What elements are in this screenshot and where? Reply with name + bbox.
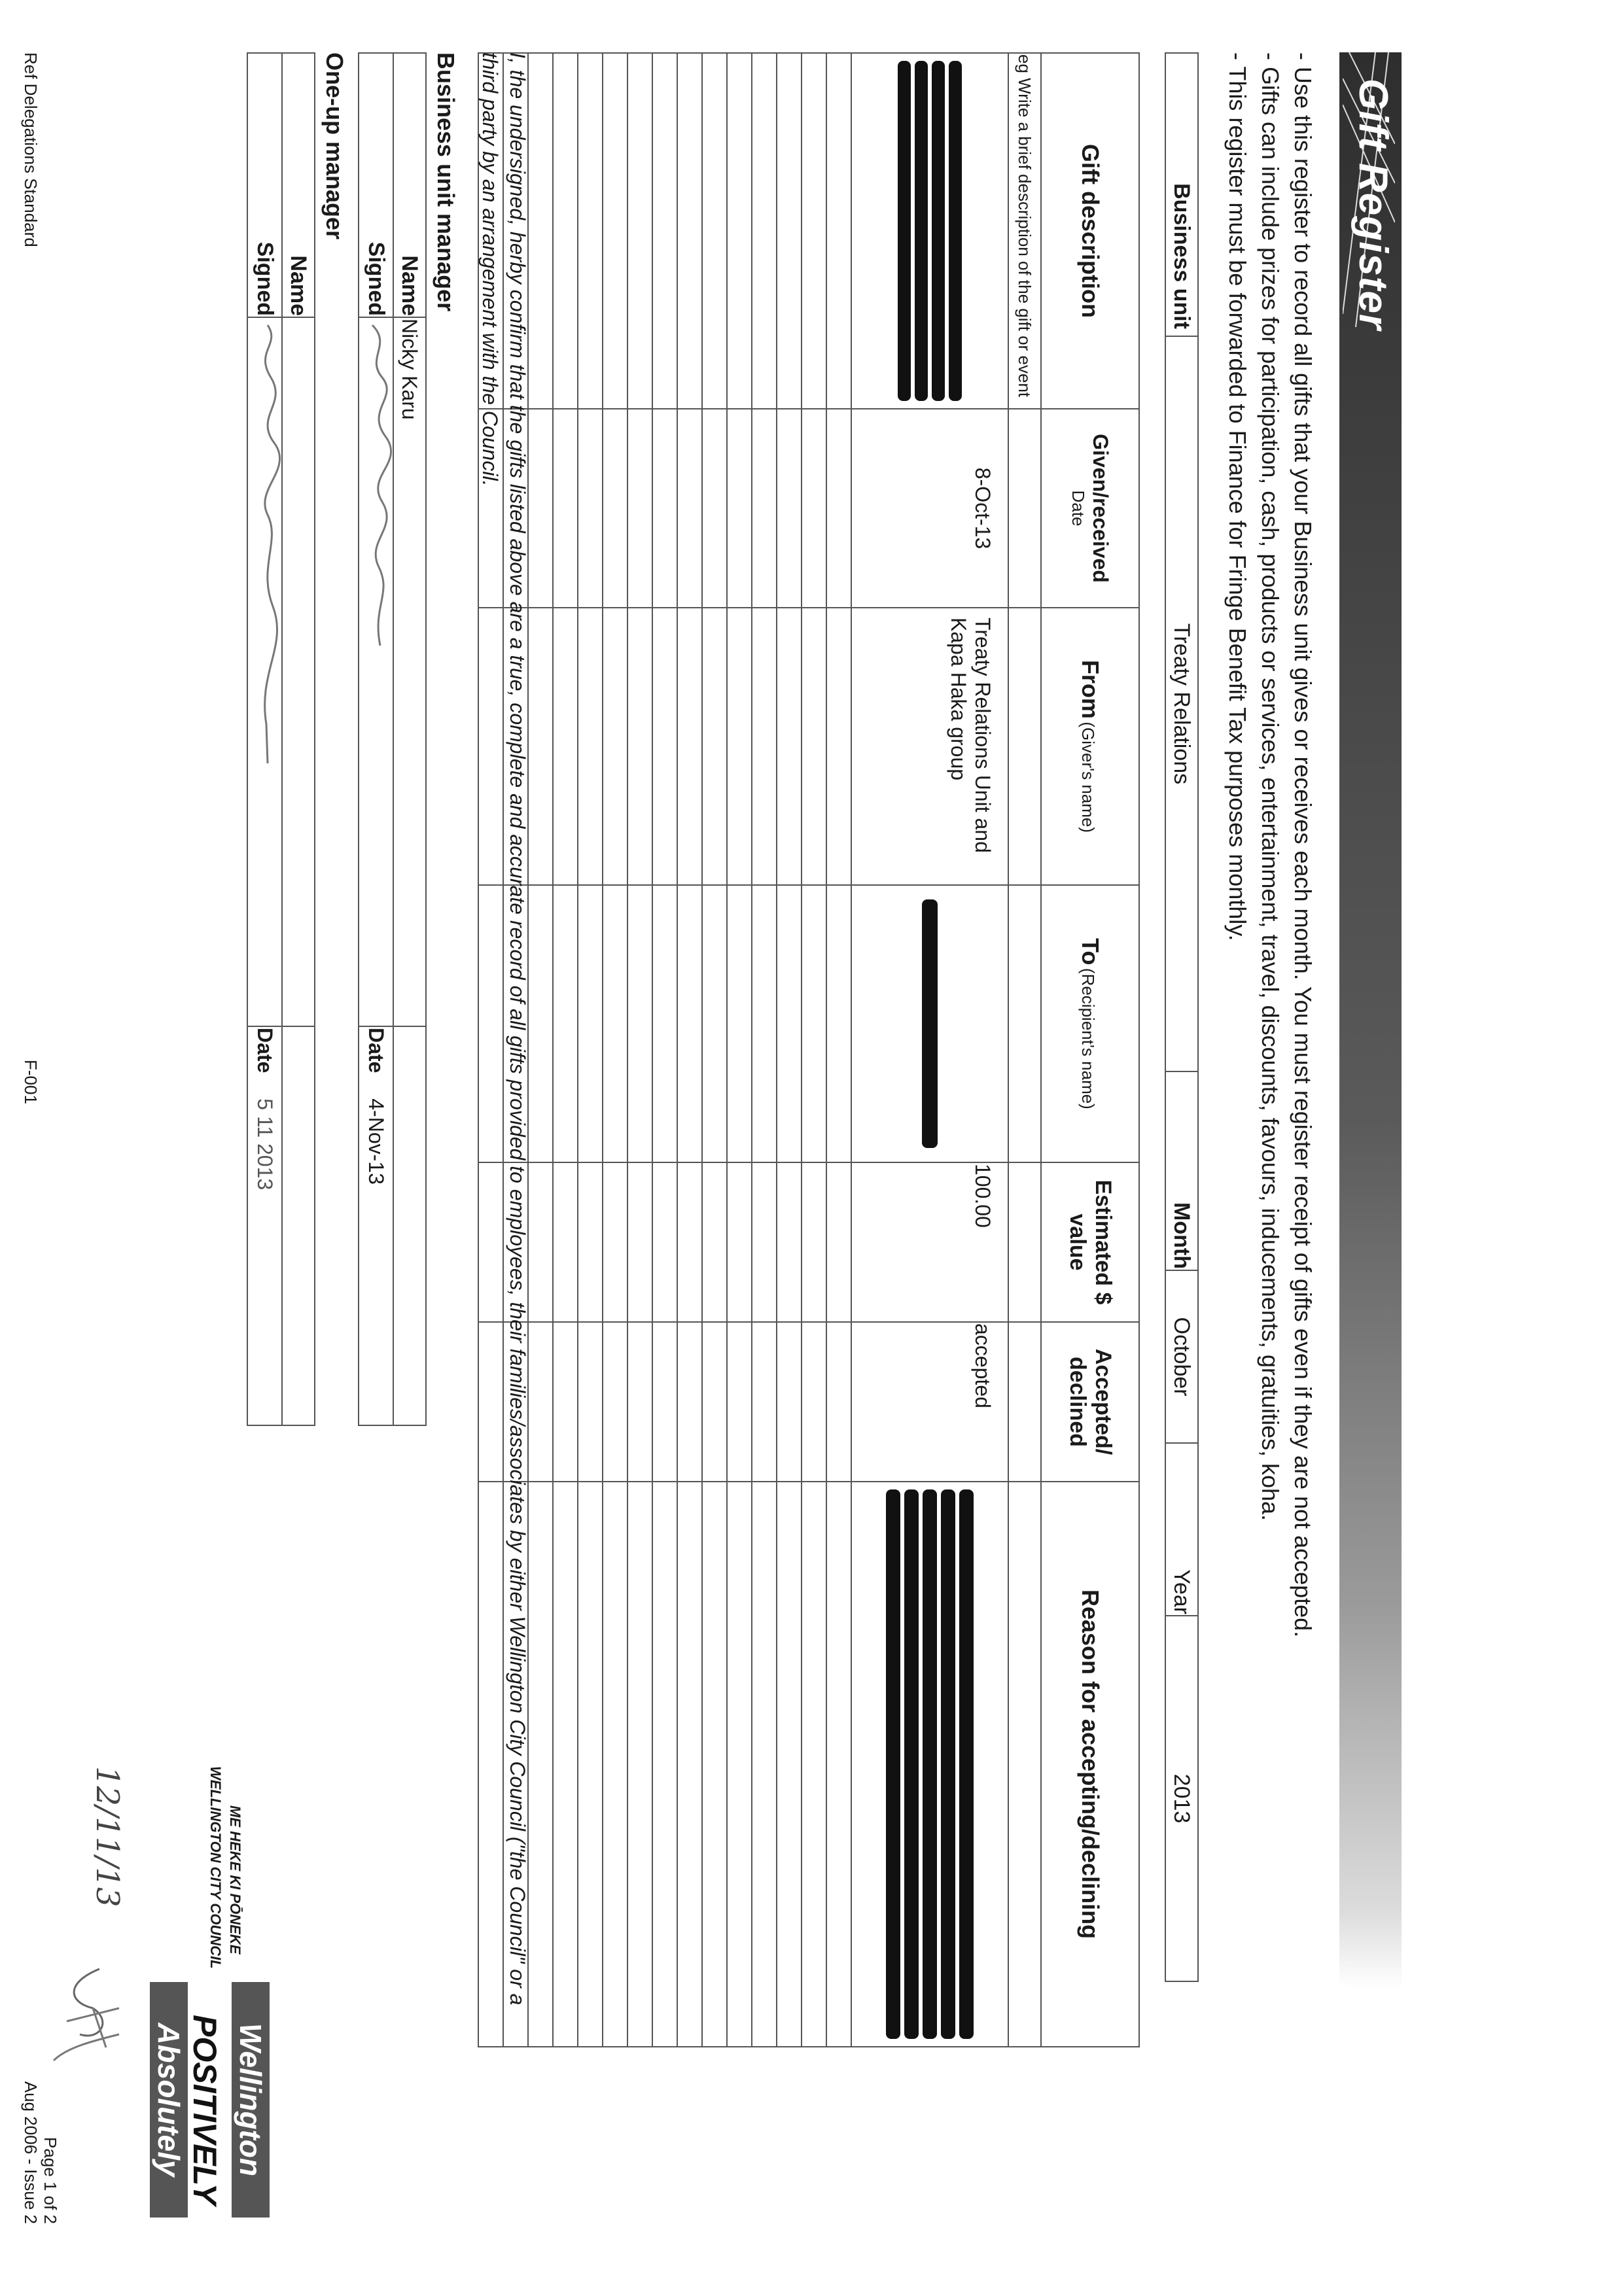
row-from: Treaty Relations Unit and Kapa Haka group bbox=[851, 608, 1008, 885]
empty-cell bbox=[727, 53, 752, 409]
empty-cell bbox=[752, 53, 777, 409]
empty-cell bbox=[702, 53, 727, 409]
instruction-2: - Gifts can include prizes for participation, cash, products or services, entertainment, travel, discounts, favours, inducements, gratuities, koha. bbox=[1257, 52, 1284, 1522]
handwritten-date: 12/11/13 bbox=[89, 1766, 126, 1907]
oum-signature bbox=[247, 317, 282, 1026]
empty-cell bbox=[553, 53, 578, 409]
empty-cell bbox=[578, 1322, 603, 1482]
empty-cell bbox=[677, 53, 702, 409]
logo-absolutely: Absolutely bbox=[150, 1982, 188, 2218]
empty-cell bbox=[603, 608, 627, 885]
footer-page: Page 1 of 2 bbox=[41, 2137, 60, 2224]
gift-table bbox=[478, 52, 1140, 2047]
empty-cell bbox=[603, 1482, 627, 2047]
empty-table-row bbox=[727, 53, 752, 2047]
row-date: 8-Oct-13 bbox=[851, 409, 1008, 608]
empty-cell bbox=[802, 608, 826, 885]
empty-table-row bbox=[603, 53, 627, 2047]
empty-cell bbox=[802, 1482, 826, 2047]
header-from-sub: (Giver's name) bbox=[1078, 722, 1098, 833]
empty-cell bbox=[578, 1482, 603, 2047]
empty-cell bbox=[727, 608, 752, 885]
empty-cell bbox=[677, 1162, 702, 1322]
empty-cell bbox=[528, 409, 553, 608]
empty-cell bbox=[627, 53, 652, 409]
empty-table-row bbox=[777, 53, 802, 2047]
empty-cell bbox=[826, 1322, 851, 1482]
empty-cell bbox=[677, 1322, 702, 1482]
signature-scribble bbox=[252, 319, 281, 776]
empty-cell bbox=[652, 885, 677, 1162]
header-given-received-label: Given/received bbox=[1089, 434, 1112, 583]
bum-signature bbox=[359, 317, 393, 1026]
logo-subtitle-2: WELLINGTON CITY COUNCIL bbox=[207, 1766, 224, 1969]
empty-cell bbox=[627, 1162, 652, 1322]
empty-cell bbox=[826, 608, 851, 885]
oum-signed-label: Signed bbox=[247, 53, 282, 317]
empty-table-row bbox=[578, 53, 603, 2047]
empty-cell bbox=[553, 608, 578, 885]
empty-cell bbox=[727, 1322, 752, 1482]
row-accepted: accepted bbox=[851, 1322, 1008, 1482]
empty-table-row bbox=[652, 53, 677, 2047]
empty-cell bbox=[777, 1162, 802, 1322]
empty-cell bbox=[752, 409, 777, 608]
empty-cell bbox=[826, 409, 851, 608]
empty-rows bbox=[478, 53, 851, 2047]
empty-cell bbox=[802, 1322, 826, 1482]
empty-cell bbox=[627, 885, 652, 1162]
oum-date-value: 5 11 2013 bbox=[253, 1098, 277, 1191]
empty-table-row bbox=[826, 53, 851, 2047]
meta-table bbox=[1165, 52, 1199, 1982]
oum-date-cell bbox=[247, 1026, 282, 1425]
declaration: I, the undersigned, herby confirm that the gifts listed above are a true, complete and accurate record of all gifts provided to employees, their families/associates by either Wellington City Council ("the Council" or a third party by an arrangement with the Council. bbox=[478, 52, 529, 2006]
empty-cell bbox=[777, 1482, 802, 2047]
empty-cell bbox=[752, 1322, 777, 1482]
page-title: Gift Register bbox=[1350, 78, 1396, 331]
empty-cell bbox=[702, 885, 727, 1162]
gift-table-header bbox=[1041, 53, 1139, 2047]
empty-cell bbox=[528, 1162, 553, 1322]
header-given-received bbox=[1041, 409, 1139, 608]
empty-cell bbox=[777, 409, 802, 608]
empty-cell bbox=[603, 885, 627, 1162]
empty-cell bbox=[603, 1322, 627, 1482]
bum-date-label: Date bbox=[364, 1028, 388, 1073]
empty-cell bbox=[677, 885, 702, 1162]
bum-signed-label: Signed bbox=[359, 53, 393, 317]
empty-cell bbox=[826, 885, 851, 1162]
empty-cell bbox=[652, 1322, 677, 1482]
empty-cell bbox=[553, 885, 578, 1162]
empty-cell bbox=[603, 53, 627, 409]
empty-cell bbox=[777, 608, 802, 885]
example-row bbox=[1008, 53, 1041, 2047]
empty-cell bbox=[553, 1482, 578, 2047]
empty-cell bbox=[528, 608, 553, 885]
header-estimated-value: Estimated $ value bbox=[1041, 1162, 1139, 1322]
empty-cell bbox=[702, 1322, 727, 1482]
empty-cell bbox=[652, 608, 677, 885]
year-label: Year bbox=[1165, 1443, 1198, 1616]
instruction-3: - This register must be forwarded to Finance for Fringe Benefit Tax purposes monthly. bbox=[1224, 52, 1251, 941]
business-unit-manager-table bbox=[358, 52, 427, 1426]
empty-cell bbox=[727, 409, 752, 608]
oum-date-label: Date bbox=[253, 1028, 277, 1073]
empty-table-row bbox=[627, 53, 652, 2047]
empty-cell bbox=[528, 1482, 553, 2047]
empty-cell bbox=[677, 1482, 702, 2047]
empty-table-row bbox=[702, 53, 727, 2047]
empty-cell bbox=[652, 1162, 677, 1322]
empty-cell bbox=[826, 53, 851, 409]
footer-issue: Aug 2006 - Issue 2 bbox=[21, 2081, 41, 2224]
empty-cell bbox=[752, 885, 777, 1162]
month-value: October bbox=[1165, 1270, 1198, 1443]
month-label: Month bbox=[1165, 1071, 1198, 1270]
header-date-label: Date bbox=[1068, 490, 1088, 527]
empty-cell bbox=[553, 1162, 578, 1322]
empty-cell bbox=[603, 409, 627, 608]
empty-cell bbox=[652, 1482, 677, 2047]
instruction-1: - Use this register to record all gifts that your Business unit gives or receives each month. You must register receipt of gifts even if they are not accepted. bbox=[1290, 52, 1316, 1638]
empty-cell bbox=[702, 1482, 727, 2047]
empty-cell bbox=[627, 608, 652, 885]
empty-cell bbox=[677, 608, 702, 885]
header-to bbox=[1041, 885, 1139, 1162]
year-value: 2013 bbox=[1165, 1616, 1198, 1981]
redacted-reason bbox=[851, 1482, 1008, 2047]
empty-cell bbox=[677, 409, 702, 608]
header-to-label: To bbox=[1077, 938, 1104, 965]
empty-cell bbox=[727, 1162, 752, 1322]
oum-name-label: Name bbox=[282, 53, 315, 317]
empty-cell bbox=[802, 885, 826, 1162]
empty-table-row bbox=[677, 53, 702, 2047]
empty-cell bbox=[578, 409, 603, 608]
empty-table-row bbox=[528, 53, 553, 2047]
business-unit-value: Treaty Relations bbox=[1165, 336, 1198, 1071]
empty-cell bbox=[627, 409, 652, 608]
footer-center: F-001 bbox=[21, 1060, 41, 1104]
header-reason: Reason for accepting/declining bbox=[1041, 1482, 1139, 2047]
empty-cell bbox=[727, 1482, 752, 2047]
header-from bbox=[1041, 608, 1139, 885]
empty-cell bbox=[553, 409, 578, 608]
one-up-manager-label: One-up manager bbox=[321, 52, 348, 240]
logo-positively: POSITIVELY bbox=[186, 2015, 223, 2205]
empty-cell bbox=[528, 885, 553, 1162]
empty-cell bbox=[777, 885, 802, 1162]
empty-cell bbox=[528, 53, 553, 409]
empty-cell bbox=[802, 53, 826, 409]
logo-subtitle-1: ME HEKE KI PŌNEKE bbox=[227, 1805, 243, 1955]
empty-cell bbox=[578, 53, 603, 409]
empty-cell bbox=[702, 409, 727, 608]
header-to-sub: (Recipient's name) bbox=[1078, 967, 1098, 1109]
empty-cell bbox=[652, 409, 677, 608]
bum-date-value: 4-Nov-13 bbox=[364, 1098, 388, 1185]
one-up-manager-table bbox=[247, 52, 315, 1426]
business-unit-label: Business unit bbox=[1165, 53, 1198, 336]
footer-left: Ref Delegations Standard bbox=[21, 52, 41, 247]
redacted-recipient bbox=[851, 885, 1008, 1162]
empty-cell bbox=[752, 608, 777, 885]
logo-wellington: Wellington bbox=[232, 1982, 270, 2218]
empty-cell bbox=[528, 1322, 553, 1482]
empty-table-row bbox=[553, 53, 578, 2047]
bum-name-label: Name bbox=[393, 53, 426, 317]
empty-cell bbox=[652, 53, 677, 409]
empty-cell bbox=[802, 409, 826, 608]
empty-cell bbox=[752, 1482, 777, 2047]
empty-cell bbox=[752, 1162, 777, 1322]
empty-cell bbox=[578, 1162, 603, 1322]
empty-cell bbox=[727, 885, 752, 1162]
bum-name-value: Nicky Karu bbox=[393, 317, 426, 1026]
empty-table-row bbox=[802, 53, 826, 2047]
redacted-description bbox=[851, 53, 1008, 409]
header-from-label: From bbox=[1077, 659, 1104, 719]
empty-cell bbox=[553, 1322, 578, 1482]
example-text: eg Write a brief description of the gift or event bbox=[1008, 53, 1041, 409]
empty-cell bbox=[578, 885, 603, 1162]
empty-cell bbox=[826, 1482, 851, 2047]
header-accepted-declined: Accepted/ declined bbox=[1041, 1322, 1139, 1482]
empty-cell bbox=[826, 1162, 851, 1322]
empty-cell bbox=[603, 1162, 627, 1322]
empty-cell bbox=[627, 1322, 652, 1482]
bum-date-cell bbox=[359, 1026, 393, 1425]
empty-cell bbox=[627, 1482, 652, 2047]
empty-cell bbox=[802, 1162, 826, 1322]
empty-cell bbox=[702, 1162, 727, 1322]
title-banner bbox=[1339, 52, 1402, 1989]
table-row bbox=[851, 53, 1008, 2047]
empty-cell bbox=[578, 608, 603, 885]
empty-cell bbox=[777, 1322, 802, 1482]
empty-cell bbox=[702, 608, 727, 885]
business-unit-manager-label: Business unit manager bbox=[432, 52, 459, 312]
header-gift-description: Gift description bbox=[1041, 53, 1139, 409]
row-value: 100.00 bbox=[851, 1162, 1008, 1322]
signature-scribble bbox=[363, 319, 392, 659]
empty-cell bbox=[777, 53, 802, 409]
empty-table-row bbox=[752, 53, 777, 2047]
